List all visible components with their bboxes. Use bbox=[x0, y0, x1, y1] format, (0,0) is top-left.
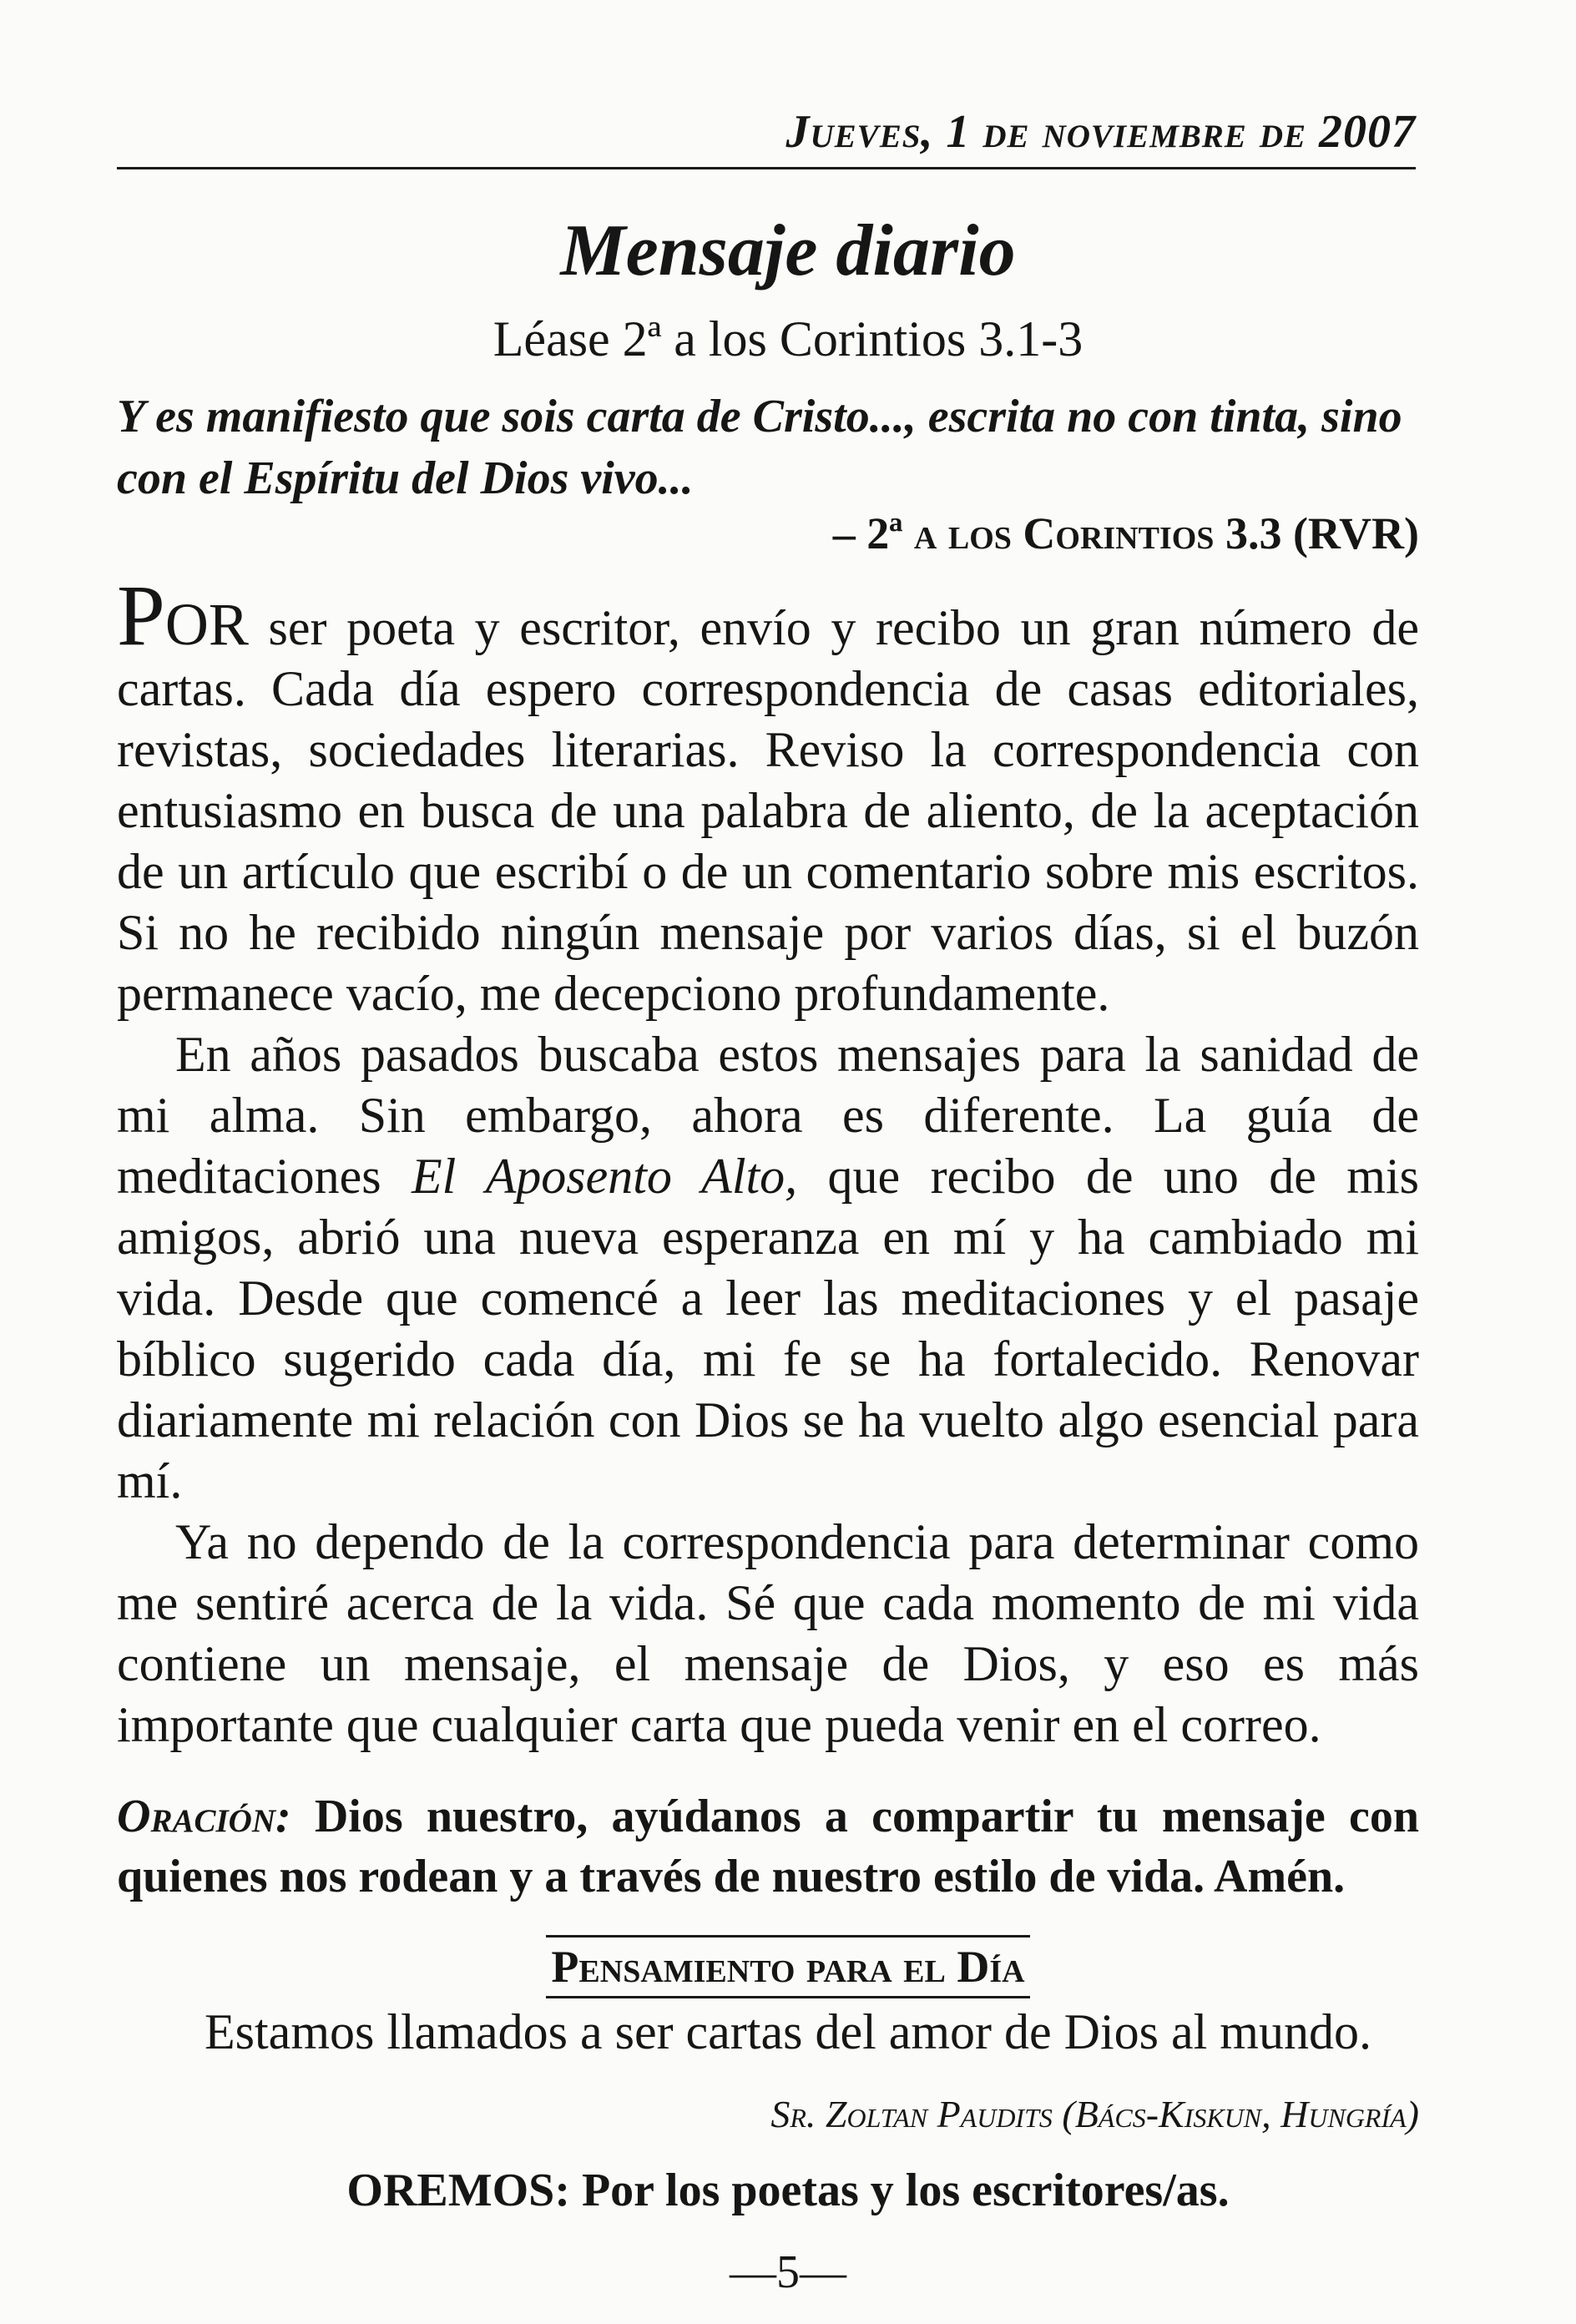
prayer bbox=[117, 1786, 1419, 1907]
book-title: El Aposento Alto, bbox=[411, 1149, 798, 1204]
prayer-label: Oración: bbox=[117, 1791, 291, 1842]
thought-heading-wrap bbox=[0, 1935, 1576, 1998]
page-number: —5— bbox=[730, 2246, 846, 2298]
paragraph-2 bbox=[117, 1024, 1419, 1512]
paragraph-3: Ya no dependo de la correspondencia para determinar como me sentiré acerca de la vida. Sé que cada momento de mi vida contiene un mensaje, el mensaje de Dios, y eso es más importante que cualquier carta que pueda venir en el correo. bbox=[117, 1514, 1419, 1752]
paragraph-1-text: ser poeta y escritor, envío y recibo un gran número de cartas. Cada día espero correspondencia de casas editoriales, revistas, sociedades literarias. Reviso la correspondencia con entusiasmo en busca de una palabra de aliento, de la aceptación de un artículo que escribí o de un comentario sobre mis escritos. Si no he recibido ningún mensaje por varios días, si el buzón permanece vacío, me decepciono profundamente. bbox=[117, 600, 1419, 1021]
paragraph-2-end: que recibo de uno de mis amigos, abrió una nueva esperanza en mí y ha cambiado mi vida. Desde que comencé a leer las meditaciones y el pasaje bíblico sugerido cada día, mi fe se ha fortalecido. Renovar diariamente mi relación con Dios se ha vuelto algo esencial para mí. bbox=[117, 1149, 1419, 1508]
verse-reference: – 2ª a los Corintios 3.3 (RVR) bbox=[832, 508, 1419, 558]
scripture-reading: Léase 2ª a los Corintios 3.1-3 bbox=[492, 311, 1084, 366]
thought-text: Estamos llamados a ser cartas del amor de Dios al mundo. bbox=[205, 2004, 1371, 2059]
verse-quote: Y es manifiesto que sois carta de Cristo..., escrita no con tinta, sino con el Espíritu del Dios vivo... bbox=[117, 391, 1402, 504]
paragraph-2-start: En años pasados buscaba estos mensajes para la sanidad de mi alma. Sin embargo, ahora es diferente. La guía de meditaciones bbox=[117, 1027, 1419, 1204]
prayer-text: Dios nuestro, ayúdanos a compartir tu mensaje con quienes nos rodean y a través de nuestro estilo de vida. Amén. bbox=[117, 1791, 1419, 1902]
page-title: Mensaje diario bbox=[560, 210, 1016, 291]
author-credit: Sr. Zoltan Paudits (Bács-Kiskun, Hungría) bbox=[770, 2093, 1419, 2135]
meditation-body bbox=[117, 568, 1419, 1756]
oremos-line: OREMOS: Por los poetas y los escritores/as. bbox=[346, 2165, 1230, 2216]
page-date: Jueves, 1 de noviembre de 2007 bbox=[117, 105, 1416, 169]
lead-word: OR bbox=[164, 591, 249, 658]
thought-heading: Pensamiento para el Día bbox=[546, 1935, 1029, 1998]
paragraph-1 bbox=[117, 568, 1419, 1024]
drop-cap: P bbox=[117, 568, 165, 664]
